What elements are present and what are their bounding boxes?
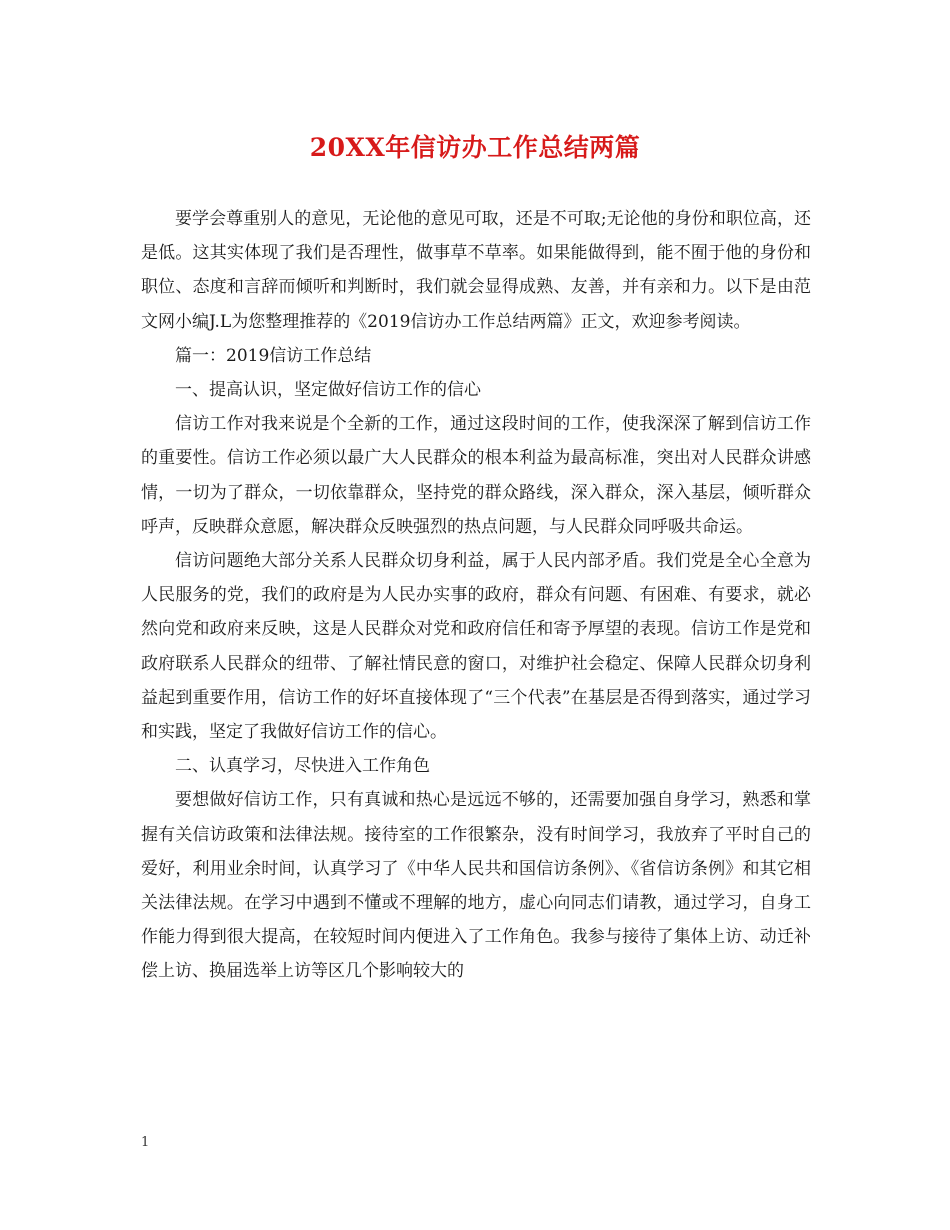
- document-title: 20XX年信访办工作总结两篇: [309, 133, 641, 162]
- body-paragraph: 信访工作对我来说是个全新的工作，通过这段时间的工作，使我深深了解到信访工作的重要性。信访工作必须以最广大人民群众的根本利益为最高标准，突出对人民群众讲感情，一切为了群众，一切依靠群众，坚持党的群众路线，深入群众，深入基层，倾听群众呼声，反映群众意愿，解决群众反映强烈的热点问题，与人民群众同呼吸共命运。: [141, 414, 811, 537]
- subheading-improve-awareness: 一、提高认识，坚定做好信访工作的信心: [175, 380, 481, 401]
- section-heading-part-one: 篇一：2019信访工作总结: [175, 345, 372, 366]
- page-number: 1: [141, 1135, 150, 1150]
- body-paragraph: 要想做好信访工作，只有真诚和热心是远远不够的，还需要加强自身学习，熟悉和掌握有关信访政策和法律法规。接待室的工作很繁杂，没有时间学习，我放弃了平时自己的爱好，利用业余时间，认真学习了《中华人民共和国信访条例》、《省信访条例》和其它相关法律法规。在学习中遇到不懂或不理解的地方，虚心向同志们请教，通过学习，自身工作能力得到很大提高，在较短时间内便进入了工作角色。我参与接待了集体上访、动迁补偿上访、换届选举上访等区几个影响较大的: [141, 790, 811, 982]
- subheading-study-seriously: 二、认真学习，尽快进入工作角色: [175, 756, 430, 777]
- intro-paragraph: 要学会尊重别人的意见，无论他的意见可取，还是不可取;无论他的身份和职位高，还是低。这其实体现了我们是否理性，做事草不草率。如果能做得到，能不囿于他的身份和职位、态度和言辞而倾听和判断时，我们就会显得成熟、友善，并有亲和力。以下是由范文网小编J.L为您整理推荐的《2019信访办工作总结两篇》正文，欢迎参考阅读。: [141, 209, 811, 332]
- document-body: [141, 202, 811, 989]
- body-paragraph: 信访问题绝大部分关系人民群众切身利益，属于人民内部矛盾。我们党是全心全意为人民服务的党，我们的政府是为人民办实事的政府，群众有问题、有困难、有要求，就必然向党和政府来反映，这是人民群众对党和政府信任和寄予厚望的表现。信访工作是党和政府联系人民群众的纽带、了解社情民意的窗口，对维护社会稳定、保障人民群众切身利益起到重要作用，信访工作的好坏直接体现了“三个代表”在基层是否得到落实，通过学习和实践，坚定了我做好信访工作的信心。: [141, 551, 811, 743]
